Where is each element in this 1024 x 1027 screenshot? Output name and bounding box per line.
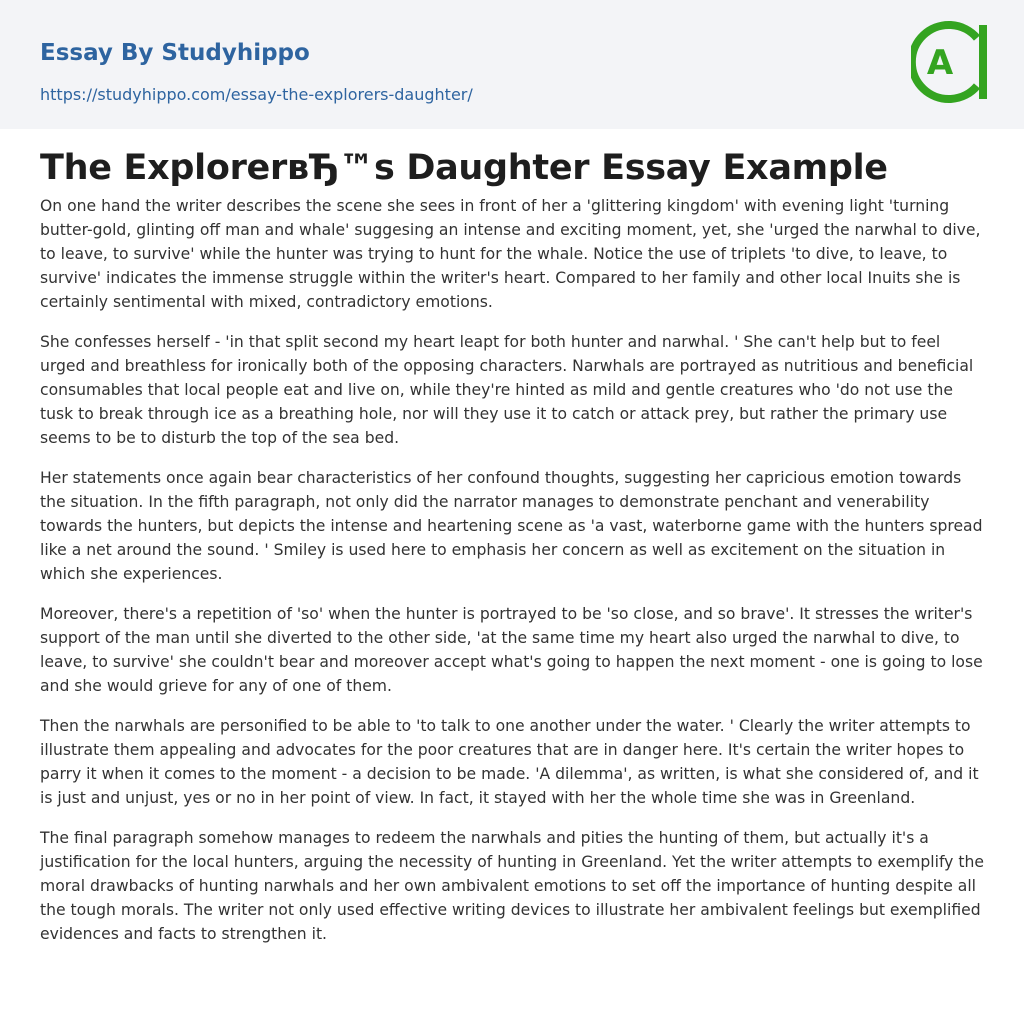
studyhippo-logo-icon[interactable] (911, 17, 989, 107)
paragraph: Then the narwhals are personified to be able to 'to talk to one another under the water. ' Clearly the writer attempts to illustrate them appealing and advocates for the poor creatures that are in danger here. It's certain the writer hopes to parry it when it comes to the moment - a decision to be made. 'A dilemma', as written, is what she considered of, and it is just and unjust, yes or no in her point of view. In fact, it stayed with her the whole time she was in Greenland. (40, 717, 979, 807)
paragraph: She confesses herself - 'in that split second my heart leapt for both hunter and narwhal. ' She can't help but to feel urged and breathless for ironically both of the opposing characters. Narwhals are portrayed as nutritious and beneficial consumables that local people eat and live on, while they're hinted as mild and gentle creatures who 'do not use the tusk to break through ice as a breathing hole, nor will they use it to catch or attack prey, but rather the primary use seems to be to disturb the top of the sea bed. (40, 333, 974, 447)
page-title: The ExplorerвЂ™s Daughter Essay Example (40, 148, 888, 188)
paragraph: Her statements once again bear characteristics of her confound thoughts, suggesting her capricious emotion towards the situation. In the fifth paragraph, not only did the narrator manages to demonstrate penchant and venerability towards the hunters, but depicts the intense and heartening scene as 'a vast, waterborne game with the hunters spread like a net around the sound. ' Smiley is used here to emphasis her concern as well as excitement on the situation in which she experiences. (40, 469, 983, 583)
site-brand[interactable]: Essay By Studyhippo (40, 40, 310, 66)
paragraph: Moreover, there's a repetition of 'so' when the hunter is portrayed to be 'so close, and so brave'. It stresses the writer's support of the man until she diverted to the other side, 'at the same time my heart also urged the narwhal to dive, to leave, to survive' she couldn't bear and moreover accept what's going to happen the next moment - one is going to lose and she would grieve for any of one of them. (40, 605, 983, 695)
logo-letter: A (926, 43, 954, 83)
page-url-link[interactable]: https://studyhippo.com/essay-the-explorers-daughter/ (40, 85, 473, 104)
paragraph: On one hand the writer describes the scene she sees in front of her a 'glittering kingdom' with evening light 'turning butter-gold, glinting off man and whale' suggesing an intense and exciting moment, yet, she 'urged the narwhal to dive, to leave, to survive' while the hunter was trying to hunt for the whale. Notice the use of triplets 'to dive, to leave, to survive' indicates the immense struggle within the writer's heart. Compared to her family and other local Inuits she is certainly sentimental with mixed, contradictory emotions. (40, 197, 981, 311)
article (0, 129, 1024, 946)
paragraph: The final paragraph somehow manages to redeem the narwhals and pities the hunting of them, but actually it's a justification for the local hunters, arguing the necessity of hunting in Greenland. Yet the writer attempts to exemplify the moral drawbacks of hunting narwhals and her own ambivalent emotions to set off the importance of hunting despite all the tough morals. The writer not only used effective writing devices to illustrate her ambivalent feelings but exemplified evidences and facts to strengthen it. (40, 829, 984, 943)
article-body (40, 194, 984, 946)
site-header (0, 0, 1024, 129)
